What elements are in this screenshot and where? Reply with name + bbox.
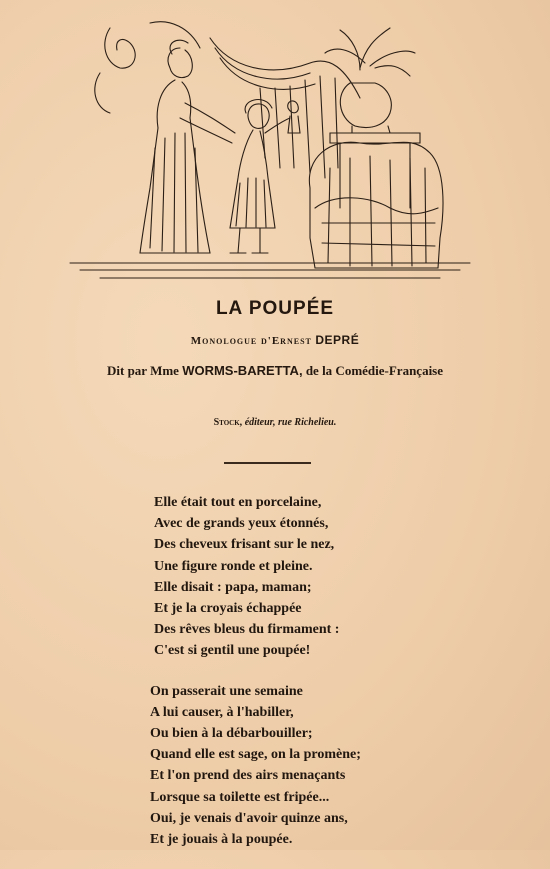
poem-line: Elle était tout en porcelaine, [154, 495, 322, 510]
poem-line: Elle disait : papa, maman; [154, 579, 312, 595]
publisher-name: Stock, [213, 417, 243, 428]
dedication-name: WORMS-BARETTA, [182, 363, 303, 378]
divider-rule [224, 462, 311, 464]
poem-line: Avec de grands yeux étonnés, [154, 516, 329, 532]
poem-line: Des rêves bleus du firmament : [154, 622, 340, 638]
poem-line: Lorsque sa toilette est fripée... [150, 789, 330, 805]
poem-line: Ou bien à la débarbouiller; [150, 726, 313, 742]
poem-line: Et je jouais à la poupée. [150, 832, 293, 848]
page-title: LA POUPÉE [215, 298, 335, 319]
subtitle-prefix: Monologue d'Ernest [190, 335, 312, 347]
publisher-line [0, 417, 550, 428]
dedication [0, 363, 550, 379]
engraving-illustration [60, 8, 480, 290]
poem-line: A lui causer, à l'habiller, [150, 704, 294, 720]
poem-line: Quand elle est sage, on la promène; [150, 747, 361, 763]
dedication-prefix: Dit par Mme [106, 363, 179, 378]
poem-line: Oui, je venais d'avoir quinze ans, [150, 810, 348, 826]
poem-line: Une figure ronde et pleine. [154, 558, 313, 574]
poem-line: On passerait une semaine [150, 683, 303, 699]
poem-line: Et l'on prend des airs menaçants [150, 768, 346, 784]
dedication-suffix: de la Comédie-Française [305, 363, 444, 378]
subtitle-author: DEPRÉ [315, 333, 360, 347]
poem-line: Et je la croyais échappée [154, 601, 302, 617]
publisher-address: éditeur, rue Richelieu. [244, 417, 337, 428]
poem-line: C'est si gentil une poupée! [154, 643, 311, 659]
poem-line: Des cheveux frisant sur le nez, [154, 537, 335, 553]
poem [150, 492, 480, 869]
subtitle [0, 333, 550, 348]
stanza-2 [150, 681, 480, 851]
stanza-1 [150, 492, 480, 662]
